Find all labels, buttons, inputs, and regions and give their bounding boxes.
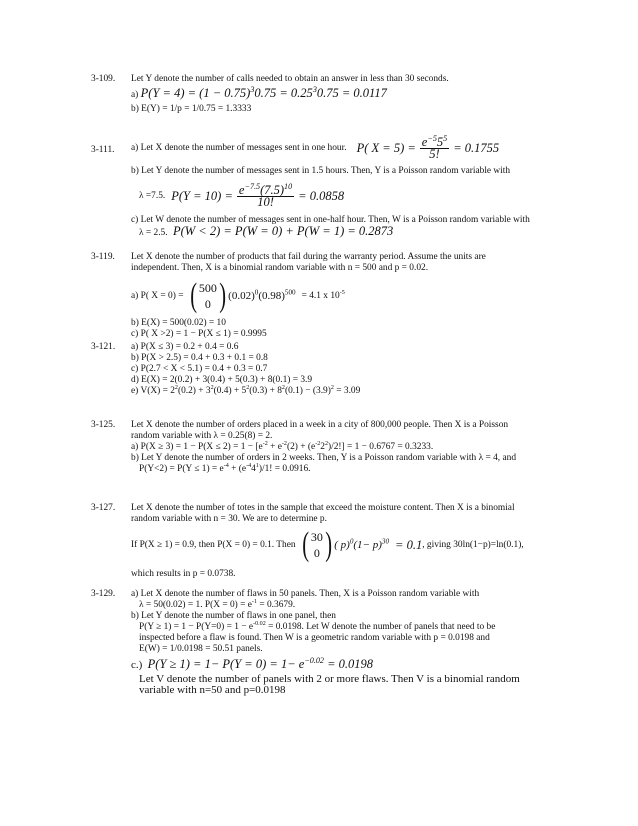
part-b: b) Let Y denote the number of flaws in one panel, then xyxy=(131,611,336,621)
part-a: a) P(X ≤ 3) = 0.2 + 0.4 = 0.6 xyxy=(131,342,239,352)
part-c-expr: λ = 2.5. P(W < 2) = P(W = 0) + P(W = 1) = 0.2873 xyxy=(139,224,394,238)
part-b-result: $P(Y \ge 1) = 1 - P(Y=0) = 1 - e^{-0.02} = 0.0198$. Let W denote the number of panels that need to be xyxy=(139,620,496,632)
binomial-coefficient: ( 30 0 ) xyxy=(301,526,332,563)
problem-number: 3-111. xyxy=(91,145,115,155)
part-e: e) $V(X) = 2^2(0.2) + 3^2(0.4) + 5^2(0.3) + 8^2(0.1) - (3.9)^2 = 3.09$ xyxy=(131,384,361,396)
part-b-expr: λ =7.5. P(Y = 10) = $\frac{e^{-7.5}(7.5)^{10}}{10!}$ = 0.0858 xyxy=(139,181,345,209)
problem-number: 3-119. xyxy=(91,252,115,262)
part-b: b) P(X > 2.5) = 0.4 + 0.3 + 0.1 = 0.8 xyxy=(131,353,268,363)
part-a: a) Let X denote the number of flaws in 50 panels. Then, X is a Poisson random variable with xyxy=(131,589,480,599)
problem-number: 3-109. xyxy=(91,74,116,84)
part-a: a) P( X = 0) = ( 500 0 ) $(0.02)^0(0.98)^{500}$ = 4.1 x $10^{-5}$ xyxy=(131,277,345,314)
fraction: $\frac{e^{-7.5}(7.5)^{10}}{10!}$ xyxy=(238,181,293,209)
problem-number: 3-125. xyxy=(91,420,116,430)
equation-line: If P(X ≥ 1) = 0.9, then P(X = 0) = 0.1. Then ( 30 0 ) ( $p)^0(1- p)^{30}$ = 0.1 , giving 30ln(1−p)=ln(0.1), xyxy=(131,526,524,563)
problem-number: 3-129. xyxy=(91,589,116,599)
part-c: c.) $P(Y \ge 1) = 1- P(Y = 0) = 1- e^{-0.02} = 0.0198$ xyxy=(131,655,374,671)
part-b: b) Let Y denote the number of orders in 2 weeks. Then, Y is a Poisson random variable with λ = 4, and xyxy=(131,453,517,463)
problem-intro: Let Y denote the number of calls needed to obtain an answer in less than 30 seconds. xyxy=(131,74,449,84)
binomial-coefficient: ( 500 0 ) xyxy=(189,277,226,314)
part-d: d) E(X) = 2(0.2) + 3(0.4) + 5(0.3) + 8(0.1) = 3.9 xyxy=(131,375,313,385)
part-b: b) E(Y) = 1/p = 1/0.75 = 1.3333 xyxy=(131,104,252,114)
part-c: c) P( X >2) = 1 − P(X ≤ 1) = 0.9995 xyxy=(131,329,267,339)
part-b-result: $P(Y<2) = P(Y \le 1) = e^{-4} + (e^{-4}4^1)/1$! = 0.0916. xyxy=(139,462,311,474)
part-a: a) $P(Y = 4) = (1 - 0.75)^30.75 = 0.25^30.75 = 0.0117$ xyxy=(131,84,387,100)
fraction: $\frac{e^{-5}5^5}{5!}$ xyxy=(421,133,448,161)
part-c: c) P(2.7 < X < 5.1) = 0.4 + 0.3 = 0.7 xyxy=(131,364,268,374)
part-b: b) E(X) = 500(0.02) = 10 xyxy=(131,318,226,328)
part-a: a) Let X denote the number of messages sent in one hour. P( X = 5) = $\frac{e^{-5}5^5}{5!}$ = 0.1755 xyxy=(131,133,500,161)
solutions-page: 3-109. Let Y denote the number of calls needed to obtain an answer in less than 30 seconds. a) $P(Y = 4) = (1 - 0.75)^30.75 = 0.25^30.75 = 0.0117$ b) E(Y) = 1/p = 1/0.75 = 1.3333 3-111. a) Let X denote the number of messages sent in one hour. P( X = 5) = $\frac{e^{-5}5^5}{5!}$ = 0.1755 b) Let Y denote the number of messages sent in 1.5 hours. Then, Y is a Poisson random variable with λ =7.5. P(Y = 10) = $\frac{e^{-7.5}(7.5)^{10}}{10!}$ = 0.0858 c) Let W denote the number of messages sent in one-half hour. Then, W is a Poisson random variable with λ = 2.5. P(W < 2) = P(W = 0) + P(W = 1) = 0.2873 3-119. Let X denote the number of products that fail during the warranty period. Assume the units are independent. Then, X is a binomial random variable with n = 500 and p = 0.02. a) P( X = 0) = ( 500 0 ) $(0.02)^0(0.98)^{500}$ = 4.1 x $10^{-5}$ b) E(X) = 500(0.02) = 10 c) P( X >2) = 1 − P(X ≤ 1) = 0.9995 3-121. a) P(X ≤ 3) = 0.2 + 0.4 = 0.6 b) P(X > 2.5) = 0.4 + 0.3 + 0.1 = 0.8 c) P(2.7 < X < 5.1) = 0.4 + 0.3 = 0.7 d) E(X) = 2(0.2) + 3(0.4) + 5(0.3) + 8(0.1) = 3.9 e) $V(X) = 2^2(0.2) + 3^2(0.4) + 5^2(0.3) + 8^2(0.1) - (3.9)^2 = 3.09$ 3-125. Let X denote the number of orders placed in a week in a city of 800,000 people. Then X is a Poisson random variable with λ = 0.25(8) = 2. a) $P(X \ge 3) = 1 - P(X \le 2) = 1 - [e^{-2} + e^{-2}(2) + (e^{-2}2^2)/2!] = 1 - 0.6767 = 0.3233$. b) Let Y denote the number of orders in 2 weeks. Then, Y is a Poisson random variable with λ = 4, and $P(Y<2) = P(Y \le 1) = e^{-4} + (e^{-4}4^1)/1$! = 0.0916. 3-127. Let X denote the number of totes in the sample that exceed the moisture content. Then X is a binomial random variable with n = 30. We are to determine p. If P(X ≥ 1) = 0.9, then P(X = 0) = 0.1. Then ( 30 0 ) ( $p)^0(1- p)^{30}$ = 0.1 , giving 30ln(1−p)=ln(0.1), which results in p = 0.0738. 3-129. a) Let X denote the number of flaws in 50 panels. Then, X is a Poisson random variable with λ = 50(0.02) = 1. $P(X = 0) = e^{-1} = 0.3679$. b) Let Y denote the number of flaws in one panel, then $P(Y \ge 1) = 1 - P(Y=0) = 1 - e^{-0.02} = 0.0198$. Let W denote the number of panels that need to be inspected before a flaw is found. Then W is a geometric random variable with p = 0.0198 and E(W) = 1/0.0198 = 50.51 panels. c.) $P(Y \ge 1) = 1- P(Y = 0) = 1- e^{-0.02} = 0.0198$ Let V denote the number of panels with 2 or more flaws. Then V is a binomial random variable with n=50 and p=0.0198 xyxy=(0,0,638,826)
problem-number: 3-127. xyxy=(91,503,116,513)
part-a: a) $P(X \ge 3) = 1 - P(X \le 2) = 1 - [e^{-2} + e^{-2}(2) + (e^{-2}2^2)/2!] = 1 - 0.6767 = 0.3233$. xyxy=(131,440,434,452)
part-a-result: λ = 50(0.02) = 1. $P(X = 0) = e^{-1} = 0.3679$. xyxy=(139,598,296,610)
part-c-text: c) Let W denote the number of messages sent in one-half hour. Then, W is a Poisson random variable with xyxy=(131,215,530,225)
part-b-text: b) Let Y denote the number of messages sent in 1.5 hours. Then, Y is a Poisson random variable with xyxy=(131,166,511,176)
problem-number: 3-121. xyxy=(91,342,116,352)
